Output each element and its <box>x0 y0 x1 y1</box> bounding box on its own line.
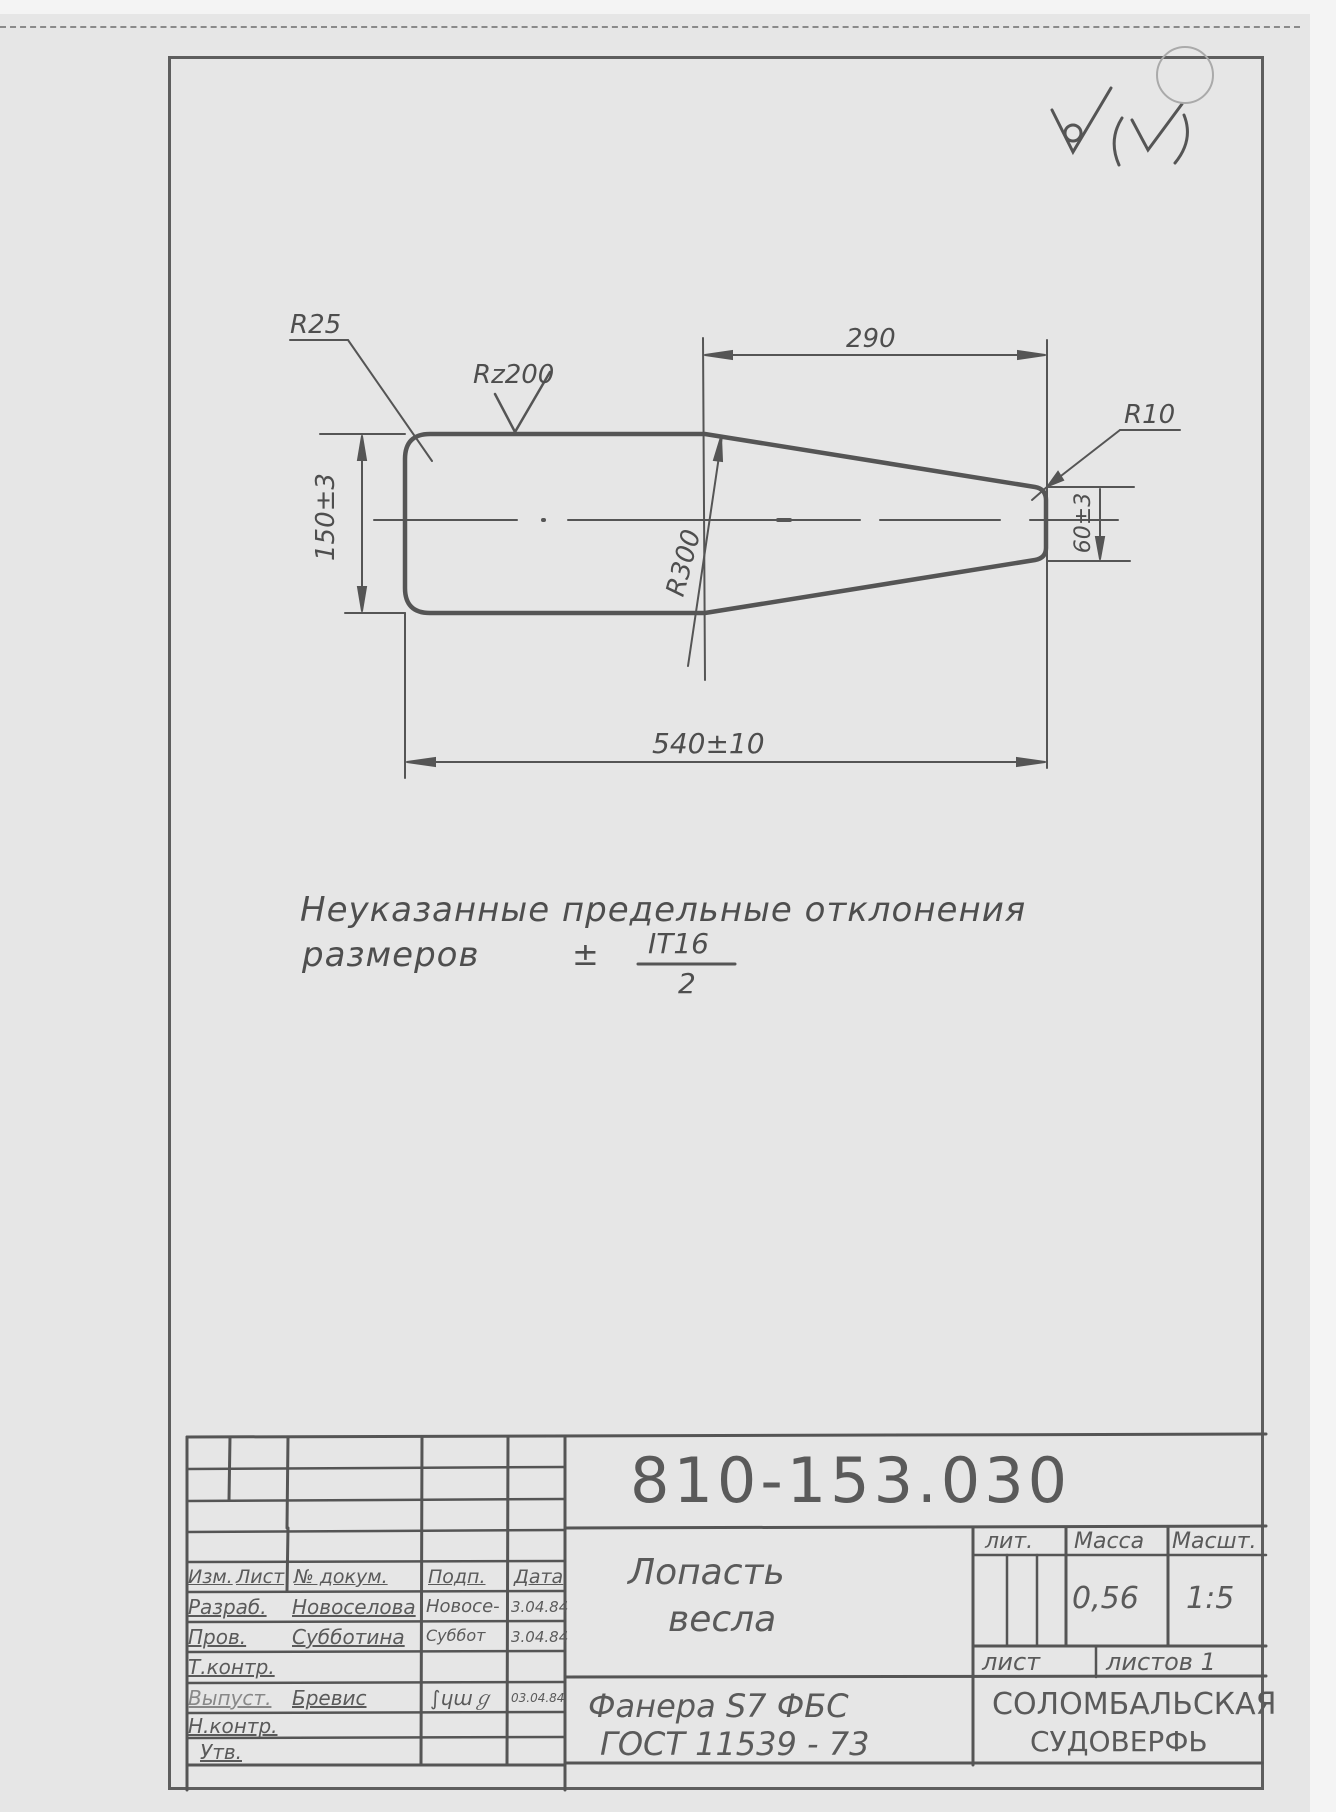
note-line-1: Неуказанные предельные отклонения <box>300 890 1027 930</box>
part-name-line-1: Лопасть <box>628 1552 785 1593</box>
row-role: Пров. <box>188 1625 247 1649</box>
blade-outline <box>405 434 1046 613</box>
row-name: Субботина <box>292 1625 405 1649</box>
col-header-sheet: Лист <box>236 1566 285 1588</box>
row-name: Новоселова <box>292 1595 416 1619</box>
col-header-signature: Подп. <box>428 1566 486 1588</box>
dim-taper-radius: R300 <box>660 526 708 600</box>
row-date: 3.04.84 <box>511 1598 569 1616</box>
dim-taper-length: 290 <box>846 324 896 354</box>
roughness-bracket-icon <box>1114 104 1187 165</box>
row-name: Бревис <box>292 1686 367 1710</box>
sheets-label: листов 1 <box>1106 1648 1216 1676</box>
dim-tip-radius: R10 <box>1124 400 1176 430</box>
row-date: 03.04.84 <box>511 1691 565 1705</box>
note-line-2: размеров <box>302 935 480 975</box>
stamp-circle-icon <box>1157 47 1213 103</box>
row-role: Т.контр. <box>188 1655 275 1679</box>
note-plus-minus: ± <box>572 935 599 973</box>
sheet-label: лист <box>982 1648 1041 1676</box>
row-signature: ∫ɥɯℊ <box>430 1686 493 1710</box>
roughness-symbol-icon <box>1052 88 1111 152</box>
row-signature: Новосе- <box>426 1596 500 1617</box>
designation: 810-153.030 <box>630 1444 1072 1517</box>
header-scale: Масшт. <box>1172 1529 1257 1554</box>
material-line-1: Фанера S7 ФБС <box>588 1687 849 1725</box>
col-header-doc-no: № докум. <box>294 1566 388 1588</box>
col-header-date: Дата <box>514 1566 564 1588</box>
dim-tip-width: 60±3 <box>1071 492 1096 554</box>
organization-line-2: СУДОВЕРФЬ <box>1030 1725 1208 1758</box>
row-role: Н.контр. <box>188 1714 278 1738</box>
row-role: Разраб. <box>188 1595 267 1619</box>
dim-corner-radius: R25 <box>290 310 342 340</box>
row-date: 3.04.84 <box>511 1628 569 1646</box>
note-denominator: 2 <box>678 967 696 1000</box>
organization-line-1: СОЛОМБАЛЬСКАЯ <box>992 1687 1277 1722</box>
part-name-line-2: весла <box>668 1599 777 1640</box>
header-mass: Масса <box>1074 1529 1145 1554</box>
header-lit: лит. <box>985 1529 1034 1554</box>
material-line-2: ГОСТ 11539 - 73 <box>600 1725 870 1763</box>
row-signature: Суббот <box>426 1626 486 1645</box>
col-header-change: Изм. <box>188 1566 233 1588</box>
dim-surface-roughness: Rz200 <box>473 360 555 390</box>
scale-value: 1:5 <box>1186 1581 1235 1616</box>
row-role: Выпуст. <box>188 1686 272 1710</box>
dim-root-width: 150±3 <box>311 473 341 561</box>
row-role: Утв. <box>200 1740 242 1764</box>
dim-overall-length: 540±10 <box>652 727 765 760</box>
note-numerator: IT16 <box>648 927 709 960</box>
mass-value: 0,56 <box>1072 1581 1139 1616</box>
